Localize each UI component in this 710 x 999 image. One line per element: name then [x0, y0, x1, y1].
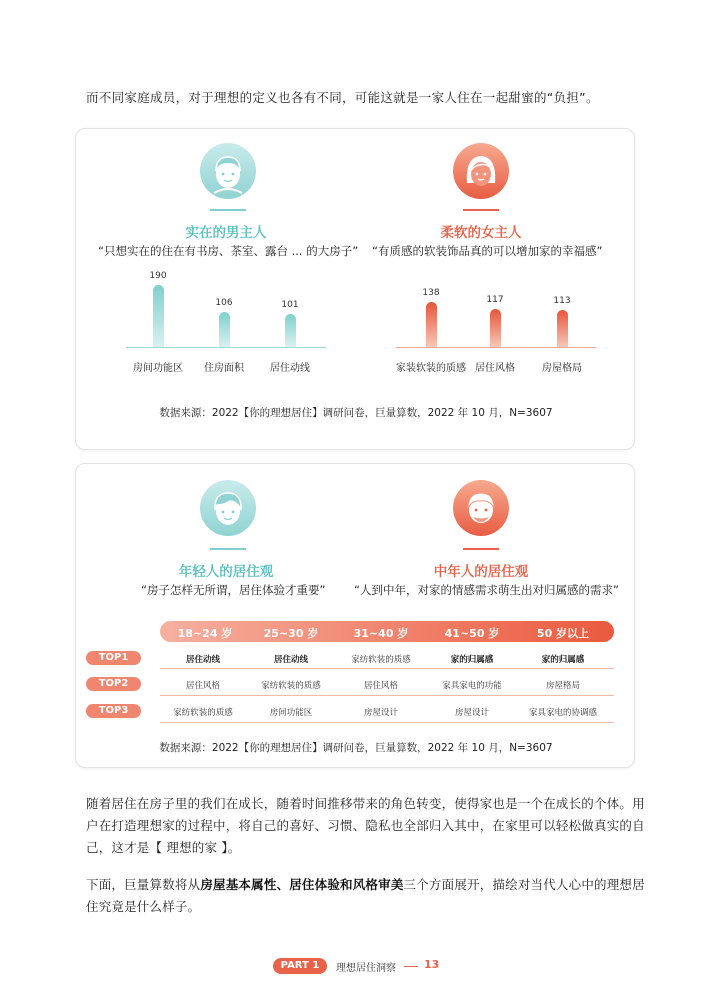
table-cell: 家的归属感	[450, 655, 494, 665]
section-name: 理想居住洞察	[336, 963, 396, 974]
footer-divider	[404, 966, 418, 967]
table-cell: 房屋设计	[363, 708, 398, 718]
middle-aged-title: 中年人的居住观	[433, 564, 529, 580]
row-divider	[160, 668, 614, 669]
part-badge: PART 1	[273, 958, 327, 974]
divider	[210, 209, 246, 211]
bar	[426, 302, 437, 347]
rank-badge: TOP1	[86, 651, 141, 665]
bar	[557, 310, 568, 347]
category-label: 居住风格	[475, 363, 515, 374]
bar	[153, 285, 164, 347]
table-cell: 家具家电的功能	[442, 681, 502, 691]
body-paragraph: 随着居住在房子里的我们在成长，随着时间推移带来的角色转变，使得家也是一个在成长的个体。用户在打造理想家的过程中，将自己的喜好、习惯、隐私也全部归入其中，在家里可以轻松做真实的自己，这才是【 理想的家 】。	[86, 796, 645, 855]
woman-quote: “有质感的软装饰品真的可以增加家的幸福感”	[372, 244, 603, 258]
middle-aged-avatar-icon	[453, 480, 509, 536]
category-label: 房屋格局	[542, 363, 582, 374]
gender-card	[75, 128, 635, 450]
bar	[490, 309, 501, 347]
divider	[210, 548, 246, 550]
rank-badge: TOP3	[86, 704, 141, 718]
row-divider	[160, 722, 614, 723]
table-cell: 家具家电的协调感	[528, 708, 597, 718]
data-source: 数据来源：2022【你的理想居住】调研问卷，巨量算数，2022 年 10 月，N=3607	[159, 742, 553, 754]
young-avatar-icon	[200, 480, 256, 536]
man-quote: “只想实在的住在有书房、茶室、露台 ... 的大房子”	[98, 244, 359, 258]
table-cell: 居住动线	[185, 655, 220, 665]
bar-value-label: 101	[281, 300, 299, 310]
young-title: 年轻人的居住观	[178, 564, 274, 580]
table-cell: 家的归属感	[541, 655, 585, 665]
bar-value-label: 113	[553, 296, 571, 306]
table-cell: 居住动线	[273, 655, 308, 665]
woman-title: 柔软的女主人	[440, 225, 522, 241]
bar	[285, 314, 296, 347]
chart-axis	[126, 347, 326, 348]
man-title: 实在的男主人	[185, 225, 267, 241]
data-source: 数据来源：2022【你的理想居住】调研问卷，巨量算数，2022 年 10 月，N=3607	[159, 407, 553, 419]
chart-axis	[396, 347, 596, 348]
category-label: 房间功能区	[133, 363, 183, 374]
category-label: 家装软装的质感	[396, 363, 466, 374]
bar-value-label: 190	[149, 271, 167, 281]
table-cell: 家纺软装的质感	[173, 708, 233, 718]
para-text: 下面，巨量算数将从	[86, 877, 201, 892]
table-cell: 居住风格	[185, 681, 220, 691]
table-cell: 居住风格	[363, 681, 398, 691]
age-column-header: 25~30 岁	[263, 627, 319, 640]
para-emphasis: 房屋基本属性、居住体验和风格审美	[200, 877, 404, 892]
rank-badge: TOP2	[86, 677, 141, 691]
table-cell: 房屋格局	[545, 681, 580, 691]
para-text: 三个方面展开，描绘对当代人心中的理想居住究竟是什么样子。	[86, 877, 645, 914]
divider	[463, 548, 499, 550]
middle-aged-quote: “人到中年，对家的情感需求萌生出对归属感的需求”	[354, 583, 619, 597]
table-cell: 房间功能区	[269, 708, 313, 718]
table-cell: 家纺软装的质感	[261, 681, 321, 691]
age-column-header: 41~50 岁	[444, 627, 500, 640]
age-column-header: 18~24 岁	[177, 627, 233, 640]
age-column-header: 50 岁以上	[536, 627, 590, 640]
age-column-header: 31~40 岁	[353, 627, 409, 640]
man-avatar-icon	[200, 143, 256, 199]
young-quote: “房子怎样无所谓，居住体验才重要”	[141, 583, 326, 597]
body-paragraph	[86, 874, 646, 918]
page-number: 13	[424, 958, 440, 971]
intro-text: 而不同家庭成员，对于理想的定义也各有不同，可能这就是一家人住在一起甜蜜的“负担”。	[86, 90, 599, 105]
table-cell: 家纺软装的质感	[351, 655, 411, 665]
bar	[219, 312, 230, 347]
category-label: 居住动线	[270, 363, 310, 374]
table-cell: 房屋设计	[454, 708, 489, 718]
row-divider	[160, 695, 614, 696]
woman-avatar-icon	[453, 143, 509, 199]
bar-value-label: 106	[215, 298, 233, 308]
category-label: 住房面积	[204, 363, 244, 374]
bar-value-label: 138	[422, 288, 440, 298]
bar-value-label: 117	[486, 295, 504, 305]
divider	[463, 209, 499, 211]
